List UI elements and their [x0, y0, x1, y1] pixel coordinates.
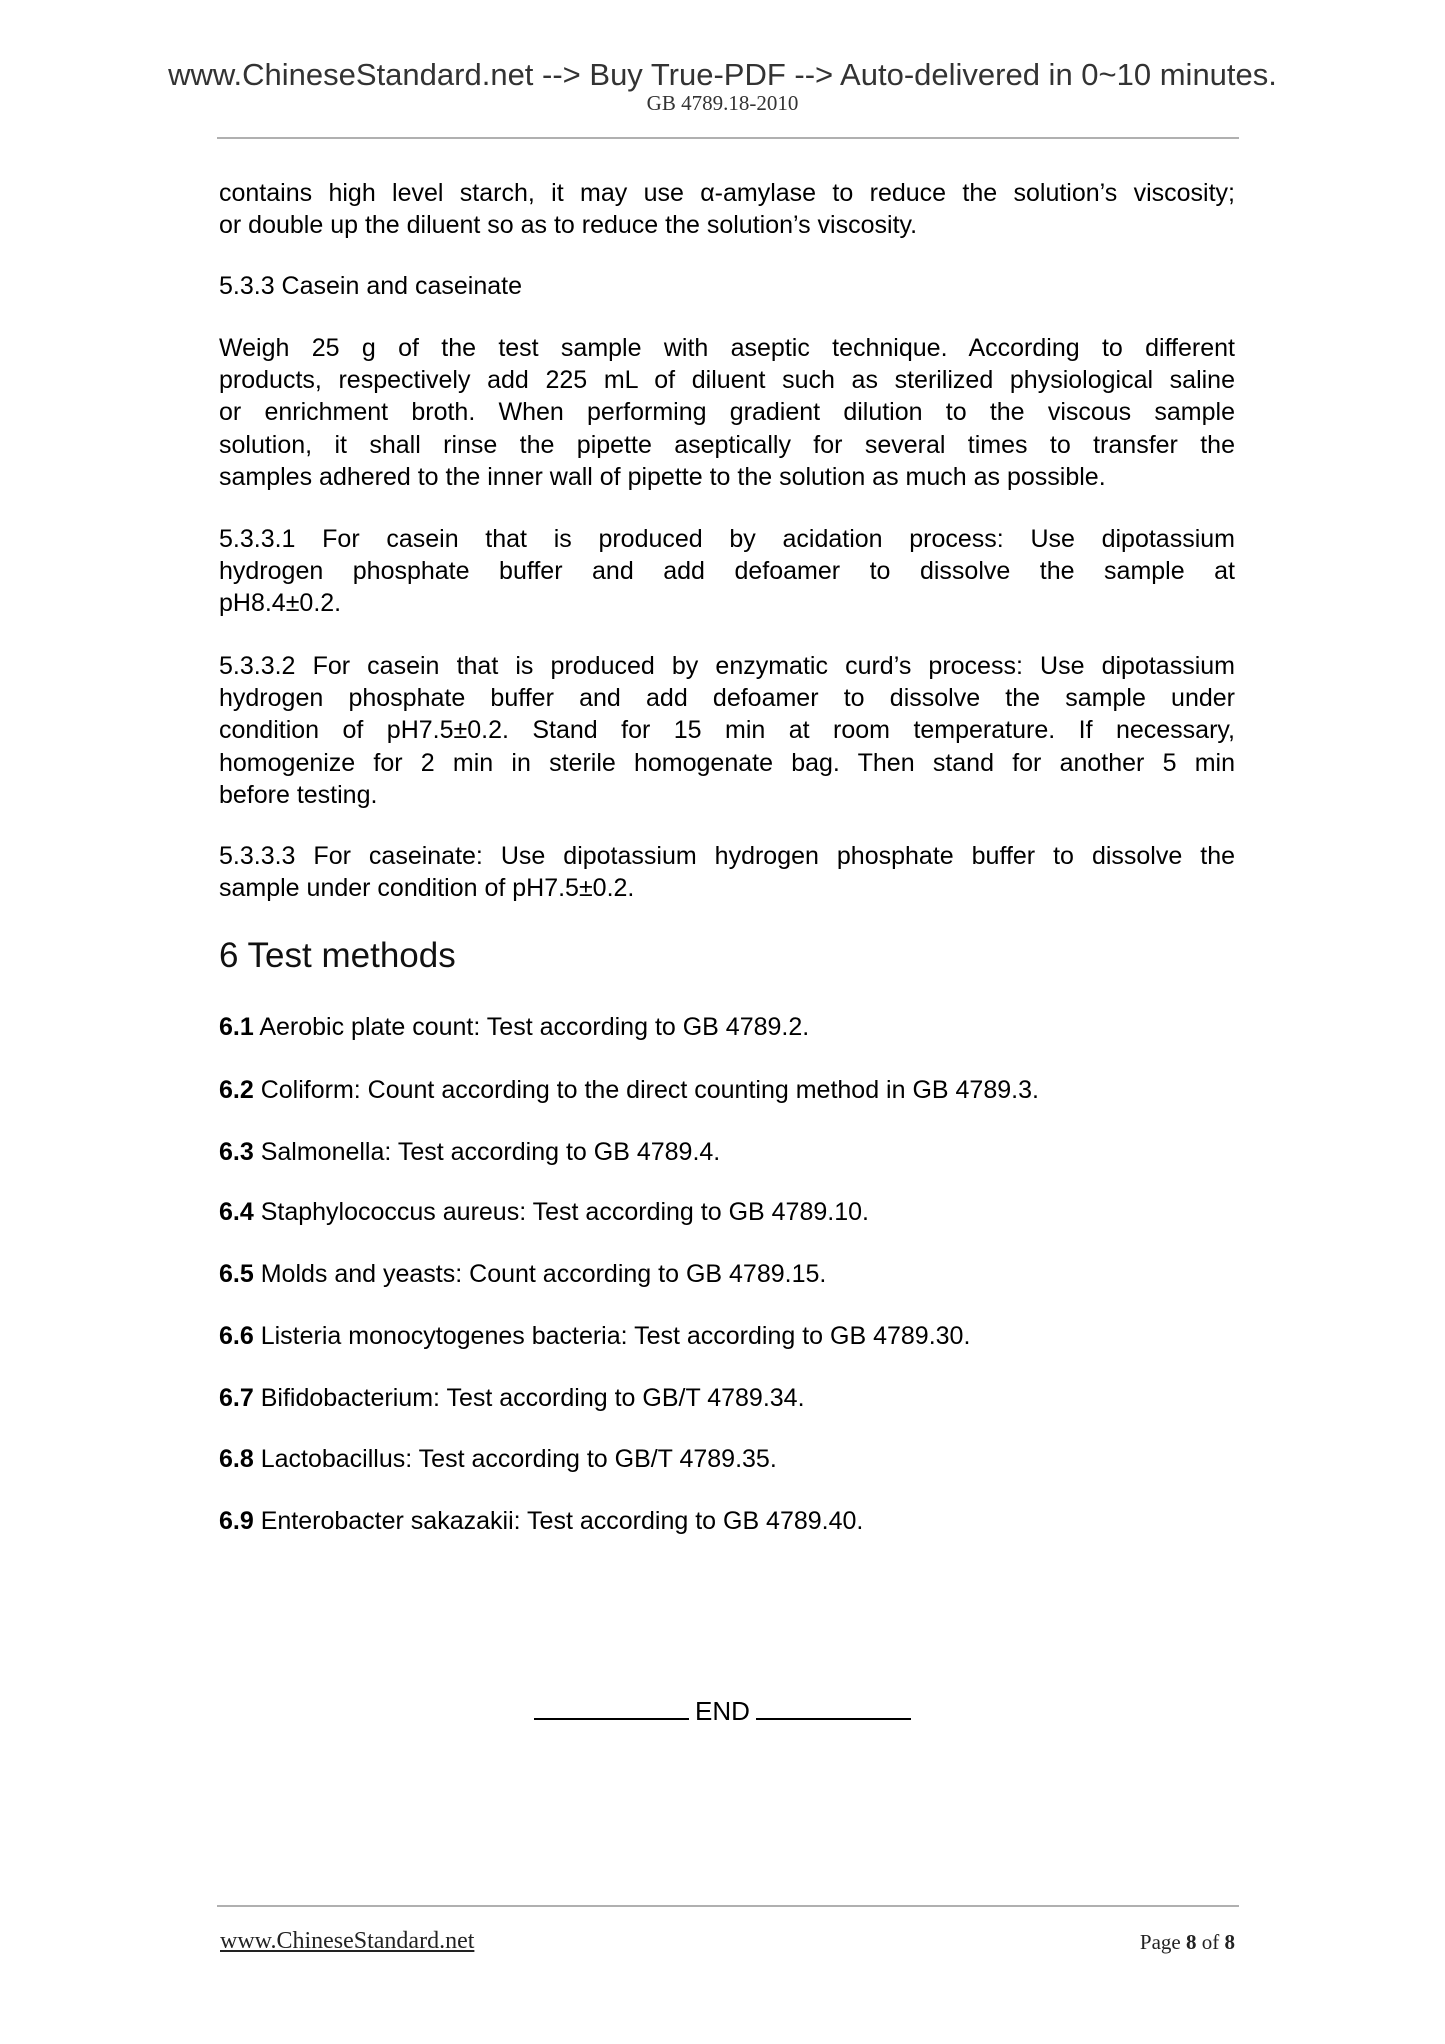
footer-divider	[217, 1905, 1239, 1907]
text-line: 5.3.3.3 For caseinate: Use dipotassium hydrogen phosphate buffer to dissolve the	[219, 842, 1235, 870]
item-text: Lactobacillus: Test according to GB/T 4789.35.	[253, 1445, 777, 1473]
paragraph	[219, 523, 1235, 620]
total-pages: 8	[1224, 1930, 1235, 1954]
page-number	[1140, 1930, 1235, 1955]
standard-number: GB 4789.18-2010	[646, 91, 799, 115]
item-number: 6.3	[219, 1138, 254, 1166]
item-number: 6.1	[219, 1013, 254, 1041]
item-text: Coliform: Count according to the direct counting method in GB 4789.3.	[253, 1076, 1039, 1104]
item-text: Enterobacter sakazakii: Test according to GB 4789.40.	[253, 1507, 864, 1535]
test-method-item	[219, 1443, 777, 1475]
text-line: hydrogen phosphate buffer and add defoamer to dissolve the sample at	[219, 557, 1235, 586]
current-page: 8	[1186, 1930, 1197, 1954]
paragraph	[219, 650, 1235, 811]
item-number: 6.7	[219, 1384, 254, 1412]
paragraph	[219, 840, 1235, 904]
text-line: or double up the diluent so as to reduce the solution’s viscosity.	[219, 211, 918, 240]
test-method-item	[219, 1136, 720, 1168]
test-method-item	[219, 1382, 805, 1414]
text-line: sample under condition of pH7.5±0.2.	[219, 874, 635, 903]
item-number: 6.9	[219, 1507, 254, 1535]
text-line: products, respectively add 225 mL of diluent such as sterilized physiological saline	[219, 366, 1235, 395]
end-mark	[0, 1692, 1445, 1727]
item-text: Bifidobacterium: Test according to GB/T 4789.34.	[253, 1384, 805, 1412]
text-line: pH8.4±0.2.	[219, 589, 342, 618]
end-text: END	[695, 1696, 750, 1726]
section-heading: 6 Test methods	[219, 936, 456, 975]
text-line: contains high level starch, it may use α-amylase to reduce the solution’s viscosity;	[219, 179, 1235, 207]
item-text: Aerobic plate count: Test according to GB 4789.2.	[253, 1013, 810, 1041]
test-method-item	[219, 1505, 863, 1537]
item-number: 6.8	[219, 1445, 254, 1473]
test-method-item	[219, 1074, 1039, 1106]
item-text: Molds and yeasts: Count according to GB 4789.15.	[253, 1260, 827, 1288]
test-method-item	[219, 1258, 826, 1290]
footer-site-link[interactable]: www.ChineseStandard.net	[220, 1928, 475, 1954]
text-line: 5.3.3.2 For casein that is produced by enzymatic curd’s process: Use dipotassium	[219, 652, 1235, 680]
text-line: before testing.	[219, 780, 378, 809]
item-text: Salmonella: Test according to GB 4789.4.	[253, 1138, 721, 1166]
item-number: 6.4	[219, 1198, 254, 1226]
item-number: 6.2	[219, 1076, 254, 1104]
text-line: solution, it shall rinse the pipette aseptically for several times to transfer the	[219, 430, 1235, 459]
paragraph	[219, 177, 1235, 241]
test-method-item	[219, 1320, 970, 1352]
end-underline-right	[756, 1692, 911, 1720]
text-line: 5.3.3 Casein and caseinate	[219, 272, 522, 300]
text-line: homogenize for 2 min in sterile homogenate bag. Then stand for another 5 min	[219, 748, 1235, 777]
paragraph	[219, 332, 1235, 493]
paragraph	[219, 270, 1235, 302]
text-line: or enrichment broth. When performing gradient dilution to the viscous sample	[219, 398, 1235, 427]
text-line: condition of pH7.5±0.2. Stand for 15 min at room temperature. If necessary,	[219, 716, 1235, 745]
test-method-item	[219, 1196, 869, 1228]
text-line: Weigh 25 g of the test sample with aseptic technique. According to different	[219, 334, 1235, 362]
end-underline-left	[534, 1692, 689, 1720]
item-number: 6.6	[219, 1322, 254, 1350]
header-divider	[217, 137, 1239, 139]
text-line: hydrogen phosphate buffer and add defoamer to dissolve the sample under	[219, 684, 1235, 713]
text-line: 5.3.3.1 For casein that is produced by acidation process: Use dipotassium	[219, 525, 1235, 553]
item-text: Listeria monocytogenes bacteria: Test according to GB 4789.30.	[253, 1322, 971, 1350]
item-number: 6.5	[219, 1260, 254, 1288]
test-method-item	[219, 1011, 809, 1043]
of-label: of	[1196, 1930, 1225, 1954]
page-label: Page	[1139, 1930, 1186, 1954]
item-text: Staphylococcus aureus: Test according to GB 4789.10.	[253, 1198, 869, 1226]
text-line: samples adhered to the inner wall of pipette to the solution as much as possible.	[219, 462, 1106, 491]
header-banner: www.ChineseStandard.net --> Buy True-PDF --> Auto-delivered in 0~10 minutes.	[168, 57, 1277, 92]
